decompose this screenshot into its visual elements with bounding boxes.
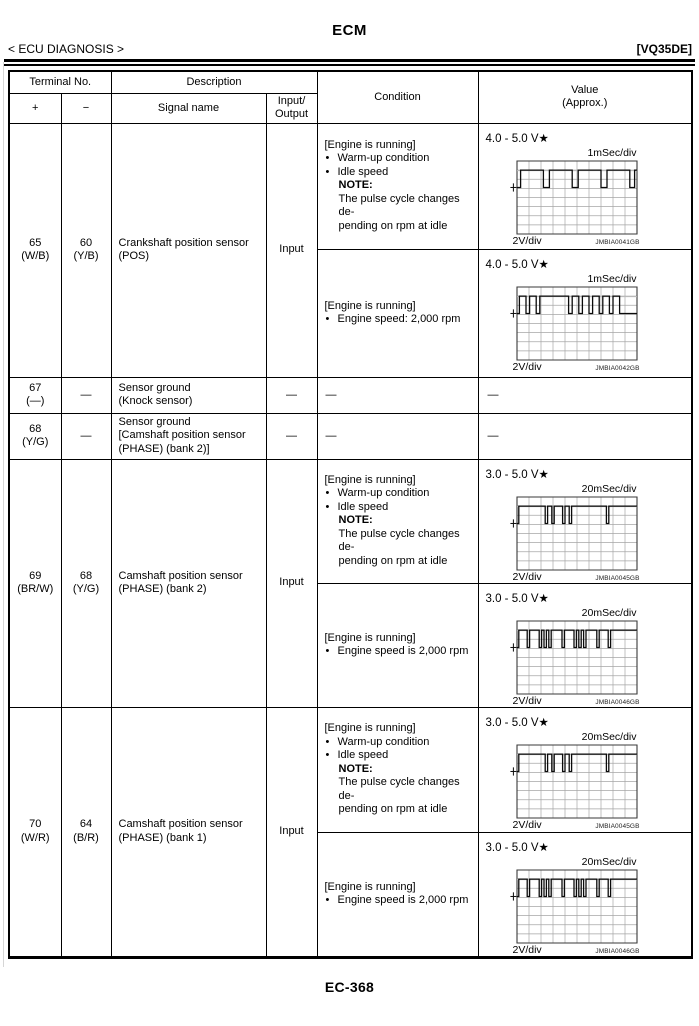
header-io-line2: Output xyxy=(274,108,309,120)
condition-bullet-text: Warm-up condition xyxy=(337,152,430,165)
header-plus: + xyxy=(9,93,61,123)
table-row xyxy=(9,459,692,583)
bullet-icon: • xyxy=(325,152,330,165)
condition-line: [Engine is running] xyxy=(324,473,416,486)
condition-cell xyxy=(317,123,478,249)
figure-code: JMBIA0046GB xyxy=(595,947,640,955)
value-cell xyxy=(478,707,692,832)
figure-code: JMBIA0046GB xyxy=(595,698,640,706)
signal-name-cell xyxy=(111,459,266,707)
value-range: 4.0 - 5.0 V★ xyxy=(485,258,549,271)
note-label: NOTE: xyxy=(338,762,373,775)
bullet-icon: • xyxy=(325,487,330,500)
terminal-plus: 65 xyxy=(29,236,42,249)
waveform-svg xyxy=(517,497,637,570)
signal-name-line1: Sensor ground xyxy=(118,381,191,394)
input-output-cell: — xyxy=(266,413,317,459)
condition-bullet-text: Engine speed is 2,000 rpm xyxy=(337,894,469,906)
table-row xyxy=(9,707,692,832)
condition-bullet-text: Warm-up condition xyxy=(337,487,430,500)
figure-code: JMBIA0045GB xyxy=(595,822,640,830)
bullet-icon: • xyxy=(325,735,330,748)
table-row xyxy=(9,413,692,459)
input-output-cell: — xyxy=(266,377,317,413)
input-output-cell: Input xyxy=(266,707,317,957)
header-io-line1: Input/ xyxy=(277,95,306,107)
header-signal-name: Signal name xyxy=(111,93,266,123)
terminal-plus-cell xyxy=(9,377,61,413)
condition-bullet-text: Warm-up condition xyxy=(337,735,430,748)
bullet-icon: • xyxy=(325,165,330,178)
oscilloscope-graph xyxy=(486,745,692,818)
condition-cell xyxy=(317,707,478,832)
condition-bullet xyxy=(325,487,475,501)
signal-name-line3: (PHASE) (bank 2)] xyxy=(118,442,210,455)
value-range: 3.0 - 5.0 V★ xyxy=(485,841,549,854)
terminal-plus-cell xyxy=(9,707,61,957)
condition-cell xyxy=(317,583,478,707)
terminal-plus: 69 xyxy=(29,569,42,582)
value-cell xyxy=(478,123,692,249)
figure-code: JMBIA0042GB xyxy=(595,364,640,372)
figure-code: JMBIA0045GB xyxy=(595,574,640,582)
time-div-label: 20mSec/div xyxy=(581,730,637,743)
time-div-label: 1mSec/div xyxy=(587,146,637,159)
condition-cell xyxy=(317,832,478,957)
note-label: NOTE: xyxy=(338,179,373,192)
volt-div-label: 2V/div xyxy=(512,943,542,956)
value-cell xyxy=(478,583,692,707)
scope-footer xyxy=(513,235,640,247)
condition-line: [Engine is running] xyxy=(324,880,416,893)
value-cell xyxy=(478,249,692,377)
terminal-plus-color: (BR/W) xyxy=(17,583,54,595)
condition-line: [Engine is running] xyxy=(324,299,416,312)
terminal-minus: 68 xyxy=(79,569,93,582)
value-range: 3.0 - 5.0 V★ xyxy=(485,592,549,605)
terminal-plus: 67 xyxy=(29,381,42,394)
terminal-plus: 70 xyxy=(29,818,42,830)
terminal-plus-cell xyxy=(9,413,61,459)
double-rule xyxy=(4,59,695,66)
subheader xyxy=(8,42,692,56)
header-value xyxy=(478,71,692,123)
condition-bullet xyxy=(325,501,475,515)
condition-cell: — xyxy=(317,377,478,413)
model-code: [VQ35DE] xyxy=(636,42,692,56)
note-text-line2: pending on rpm at idle xyxy=(338,803,448,816)
terminal-plus-cell xyxy=(9,459,61,707)
signal-name-line2: [Camshaft position sensor xyxy=(118,429,246,442)
signal-name-line2: (PHASE) (bank 2) xyxy=(118,583,207,595)
terminal-plus-color: (W/B) xyxy=(21,250,50,262)
condition-bullet-text: Idle speed xyxy=(337,749,389,762)
condition-bullet-text: Engine speed: 2,000 rpm xyxy=(337,313,461,325)
condition-cell xyxy=(317,459,478,583)
terminal-minus: 64 xyxy=(79,818,93,830)
waveform-svg xyxy=(517,161,637,234)
terminal-minus-cell: — xyxy=(61,377,111,413)
condition-line: [Engine is running] xyxy=(324,631,416,644)
terminal-minus-cell xyxy=(61,459,111,707)
header-condition: Condition xyxy=(317,71,478,123)
signal-name-line1: Camshaft position sensor xyxy=(118,818,243,830)
waveform-svg xyxy=(517,621,637,694)
scope-footer xyxy=(513,695,640,707)
condition-line: [Engine is running] xyxy=(324,722,416,735)
input-output-cell: Input xyxy=(266,459,317,707)
table-header-row-1 xyxy=(9,71,692,93)
waveform-svg xyxy=(517,745,637,818)
header-input-output xyxy=(266,93,317,123)
note-text-line1: The pulse cycle changes de- xyxy=(338,192,460,219)
time-div-label: 20mSec/div xyxy=(581,606,637,619)
signal-name-line1: Crankshaft position sensor xyxy=(118,236,249,249)
header-value-line1: Value xyxy=(571,84,599,97)
volt-div-label: 2V/div xyxy=(512,818,542,831)
table-row xyxy=(9,123,692,249)
figure-code: JMBIA0041GB xyxy=(595,238,640,246)
time-div-label: 20mSec/div xyxy=(581,855,637,868)
time-div-label: 20mSec/div xyxy=(581,482,637,495)
header-minus: − xyxy=(61,93,111,123)
terminal-minus-color: (B/R) xyxy=(73,831,99,844)
signal-name-cell xyxy=(111,707,266,957)
condition-bullet xyxy=(325,152,475,166)
note-text-line1: The pulse cycle changes de- xyxy=(338,776,460,802)
condition-cell: — xyxy=(317,413,478,459)
signal-name-line1: Sensor ground xyxy=(118,415,191,428)
terminal-plus-color: (W/R) xyxy=(20,831,50,844)
condition-bullet xyxy=(325,313,475,327)
value-cell xyxy=(478,459,692,583)
value-cell: — xyxy=(478,413,692,459)
oscilloscope-graph xyxy=(486,287,692,360)
terminal-plus-color: (—) xyxy=(26,395,45,407)
value-cell: — xyxy=(478,377,692,413)
terminal-plus-color: (Y/G) xyxy=(22,436,49,448)
value-cell xyxy=(478,832,692,957)
bullet-icon: • xyxy=(325,749,330,762)
terminal-minus-cell: — xyxy=(61,413,111,459)
signal-name-line2: (POS) xyxy=(118,250,150,262)
bullet-icon: • xyxy=(325,500,330,513)
header-terminal-no: Terminal No. xyxy=(9,71,111,93)
oscilloscope-graph xyxy=(486,621,692,694)
oscilloscope-graph xyxy=(486,161,692,234)
terminal-table xyxy=(8,70,693,959)
terminal-minus-color: (Y/B) xyxy=(73,250,99,262)
condition-bullet-text: Engine speed is 2,000 rpm xyxy=(337,645,469,657)
signal-name-cell xyxy=(111,377,266,413)
note-text-line2: pending on rpm at idle xyxy=(338,554,448,567)
signal-name-line2: (PHASE) (bank 1) xyxy=(118,831,207,844)
condition-bullet xyxy=(325,166,475,180)
terminal-plus: 68 xyxy=(29,422,42,435)
volt-div-label: 2V/div xyxy=(512,360,542,373)
signal-name-cell xyxy=(111,413,266,459)
table-row xyxy=(9,377,692,413)
note-text-line2: pending on rpm at idle xyxy=(338,219,448,232)
waveform-svg xyxy=(517,287,637,360)
scope-footer xyxy=(513,819,640,831)
time-div-label: 1mSec/div xyxy=(587,272,637,285)
condition-bullet xyxy=(325,749,475,763)
bullet-icon: • xyxy=(325,313,330,325)
condition-cell xyxy=(317,249,478,377)
volt-div-label: 2V/div xyxy=(512,570,542,583)
bullet-icon: • xyxy=(325,894,330,906)
condition-bullet xyxy=(325,645,475,659)
scope-footer xyxy=(513,361,640,373)
condition-bullet-text: Idle speed xyxy=(337,500,389,513)
scope-footer xyxy=(513,944,640,956)
bullet-icon: • xyxy=(325,645,330,657)
scope-footer xyxy=(513,571,640,583)
waveform-svg xyxy=(517,870,637,943)
terminal-minus-cell xyxy=(61,707,111,957)
note-text-line1: The pulse cycle changes de- xyxy=(338,527,460,554)
signal-name-line2: (Knock sensor) xyxy=(118,395,193,407)
header-description: Description xyxy=(111,71,317,93)
input-output-cell: Input xyxy=(266,123,317,377)
terminal-minus: 60 xyxy=(79,236,93,249)
terminal-minus-cell xyxy=(61,123,111,377)
section-label: < ECU DIAGNOSIS > xyxy=(8,42,125,56)
condition-line: [Engine is running] xyxy=(324,138,416,151)
value-range: 4.0 - 5.0 V★ xyxy=(485,132,549,145)
terminal-plus-cell xyxy=(9,123,61,377)
header-value-line2: (Approx.) xyxy=(562,97,608,110)
signal-name-line1: Camshaft position sensor xyxy=(118,569,243,582)
page-title: ECM xyxy=(332,22,367,39)
oscilloscope-graph xyxy=(486,497,692,570)
condition-bullet xyxy=(325,894,475,908)
page-number: EC-368 xyxy=(324,978,375,995)
volt-div-label: 2V/div xyxy=(512,234,542,247)
oscilloscope-graph xyxy=(486,870,692,943)
signal-name-cell xyxy=(111,123,266,377)
value-range: 3.0 - 5.0 V★ xyxy=(485,716,549,729)
value-range: 3.0 - 5.0 V★ xyxy=(485,468,549,481)
condition-bullet-text: Idle speed xyxy=(337,165,389,178)
condition-bullet xyxy=(325,736,475,750)
note-label: NOTE: xyxy=(338,514,373,527)
terminal-minus-color: (Y/G) xyxy=(72,583,100,595)
volt-div-label: 2V/div xyxy=(512,694,542,707)
